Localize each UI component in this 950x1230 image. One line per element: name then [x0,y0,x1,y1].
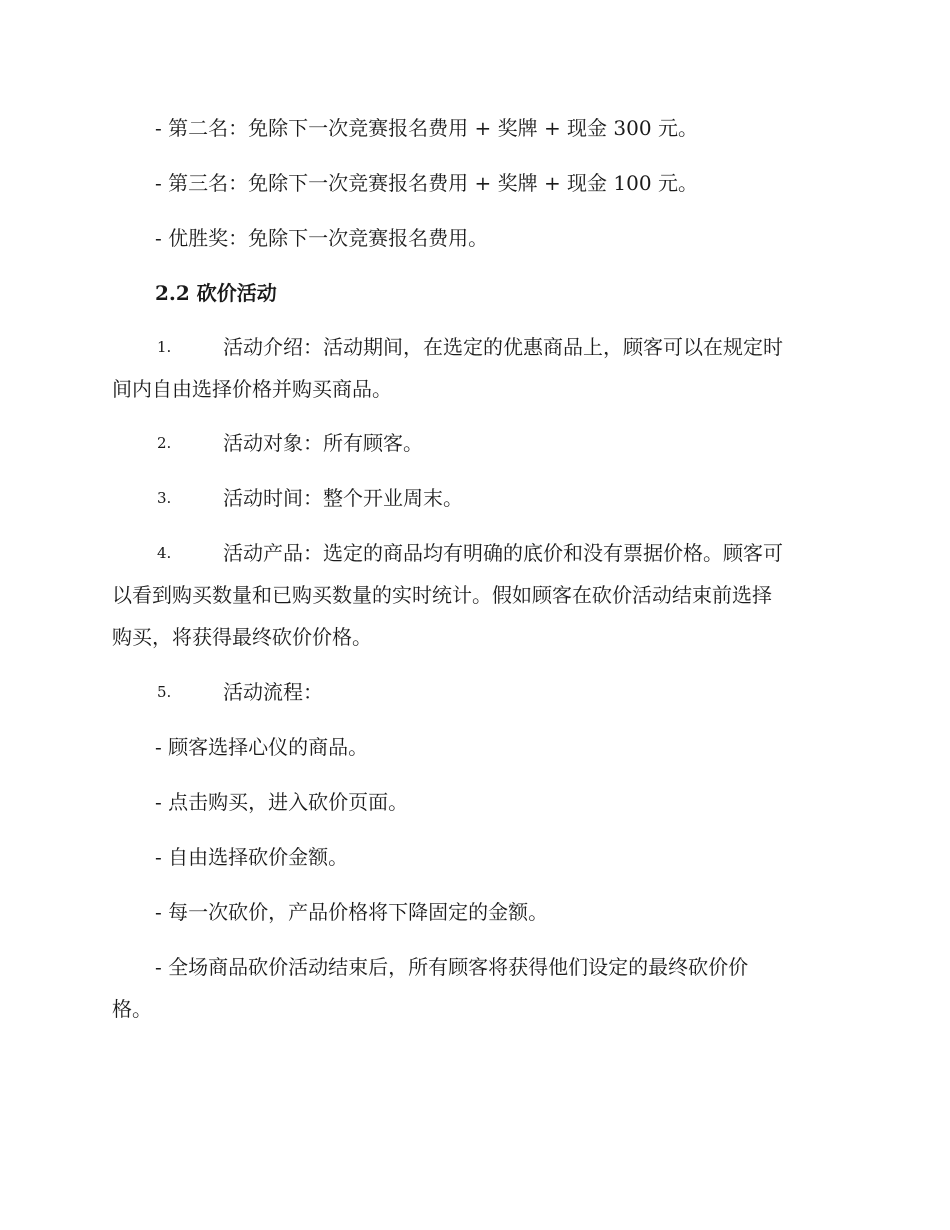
list-item-text: 活动时间：整个开业周末。 [223,486,463,510]
list-item-continuation: 购买，将获得最终砍价价格。 [112,625,372,649]
list-item-text: 活动产品：选定的商品均有明确的底价和没有票据价格。顾客可 [223,541,783,565]
list-number: 3. [157,489,172,507]
list-number: 1. [157,338,172,356]
prize-second: - 第二名：免除下一次竞赛报名费用 + 奖牌 + 现金 300 元。 [155,116,698,140]
flow-step: - 自由选择砍价金额。 [155,845,349,869]
section-heading: 2.2 砍价活动 [155,281,277,305]
list-item-text: 活动流程： [223,680,323,704]
list-item-text: 活动对象：所有顾客。 [223,431,423,455]
flow-step: - 点击购买，进入砍价页面。 [155,790,409,814]
flow-step: - 顾客选择心仪的商品。 [155,735,369,759]
flow-step: - 每一次砍价，产品价格将下降固定的金额。 [155,900,549,924]
list-number: 5. [157,683,172,701]
prize-merit: - 优胜奖：免除下一次竞赛报名费用。 [155,226,489,250]
list-item-text: 活动介绍：活动期间，在选定的优惠商品上，顾客可以在规定时 [223,335,783,359]
flow-step: - 全场商品砍价活动结束后，所有顾客将获得他们设定的最终砍价价 [155,955,749,979]
list-item-continuation: 间内自由选择价格并购买商品。 [112,377,392,401]
list-number: 4. [157,544,172,562]
list-item-continuation: 以看到购买数量和已购买数量的实时统计。假如顾客在砍价活动结束前选择 [112,583,772,607]
list-number: 2. [157,434,172,452]
prize-third: - 第三名：免除下一次竞赛报名费用 + 奖牌 + 现金 100 元。 [155,171,698,195]
flow-step-continuation: 格。 [112,997,152,1021]
